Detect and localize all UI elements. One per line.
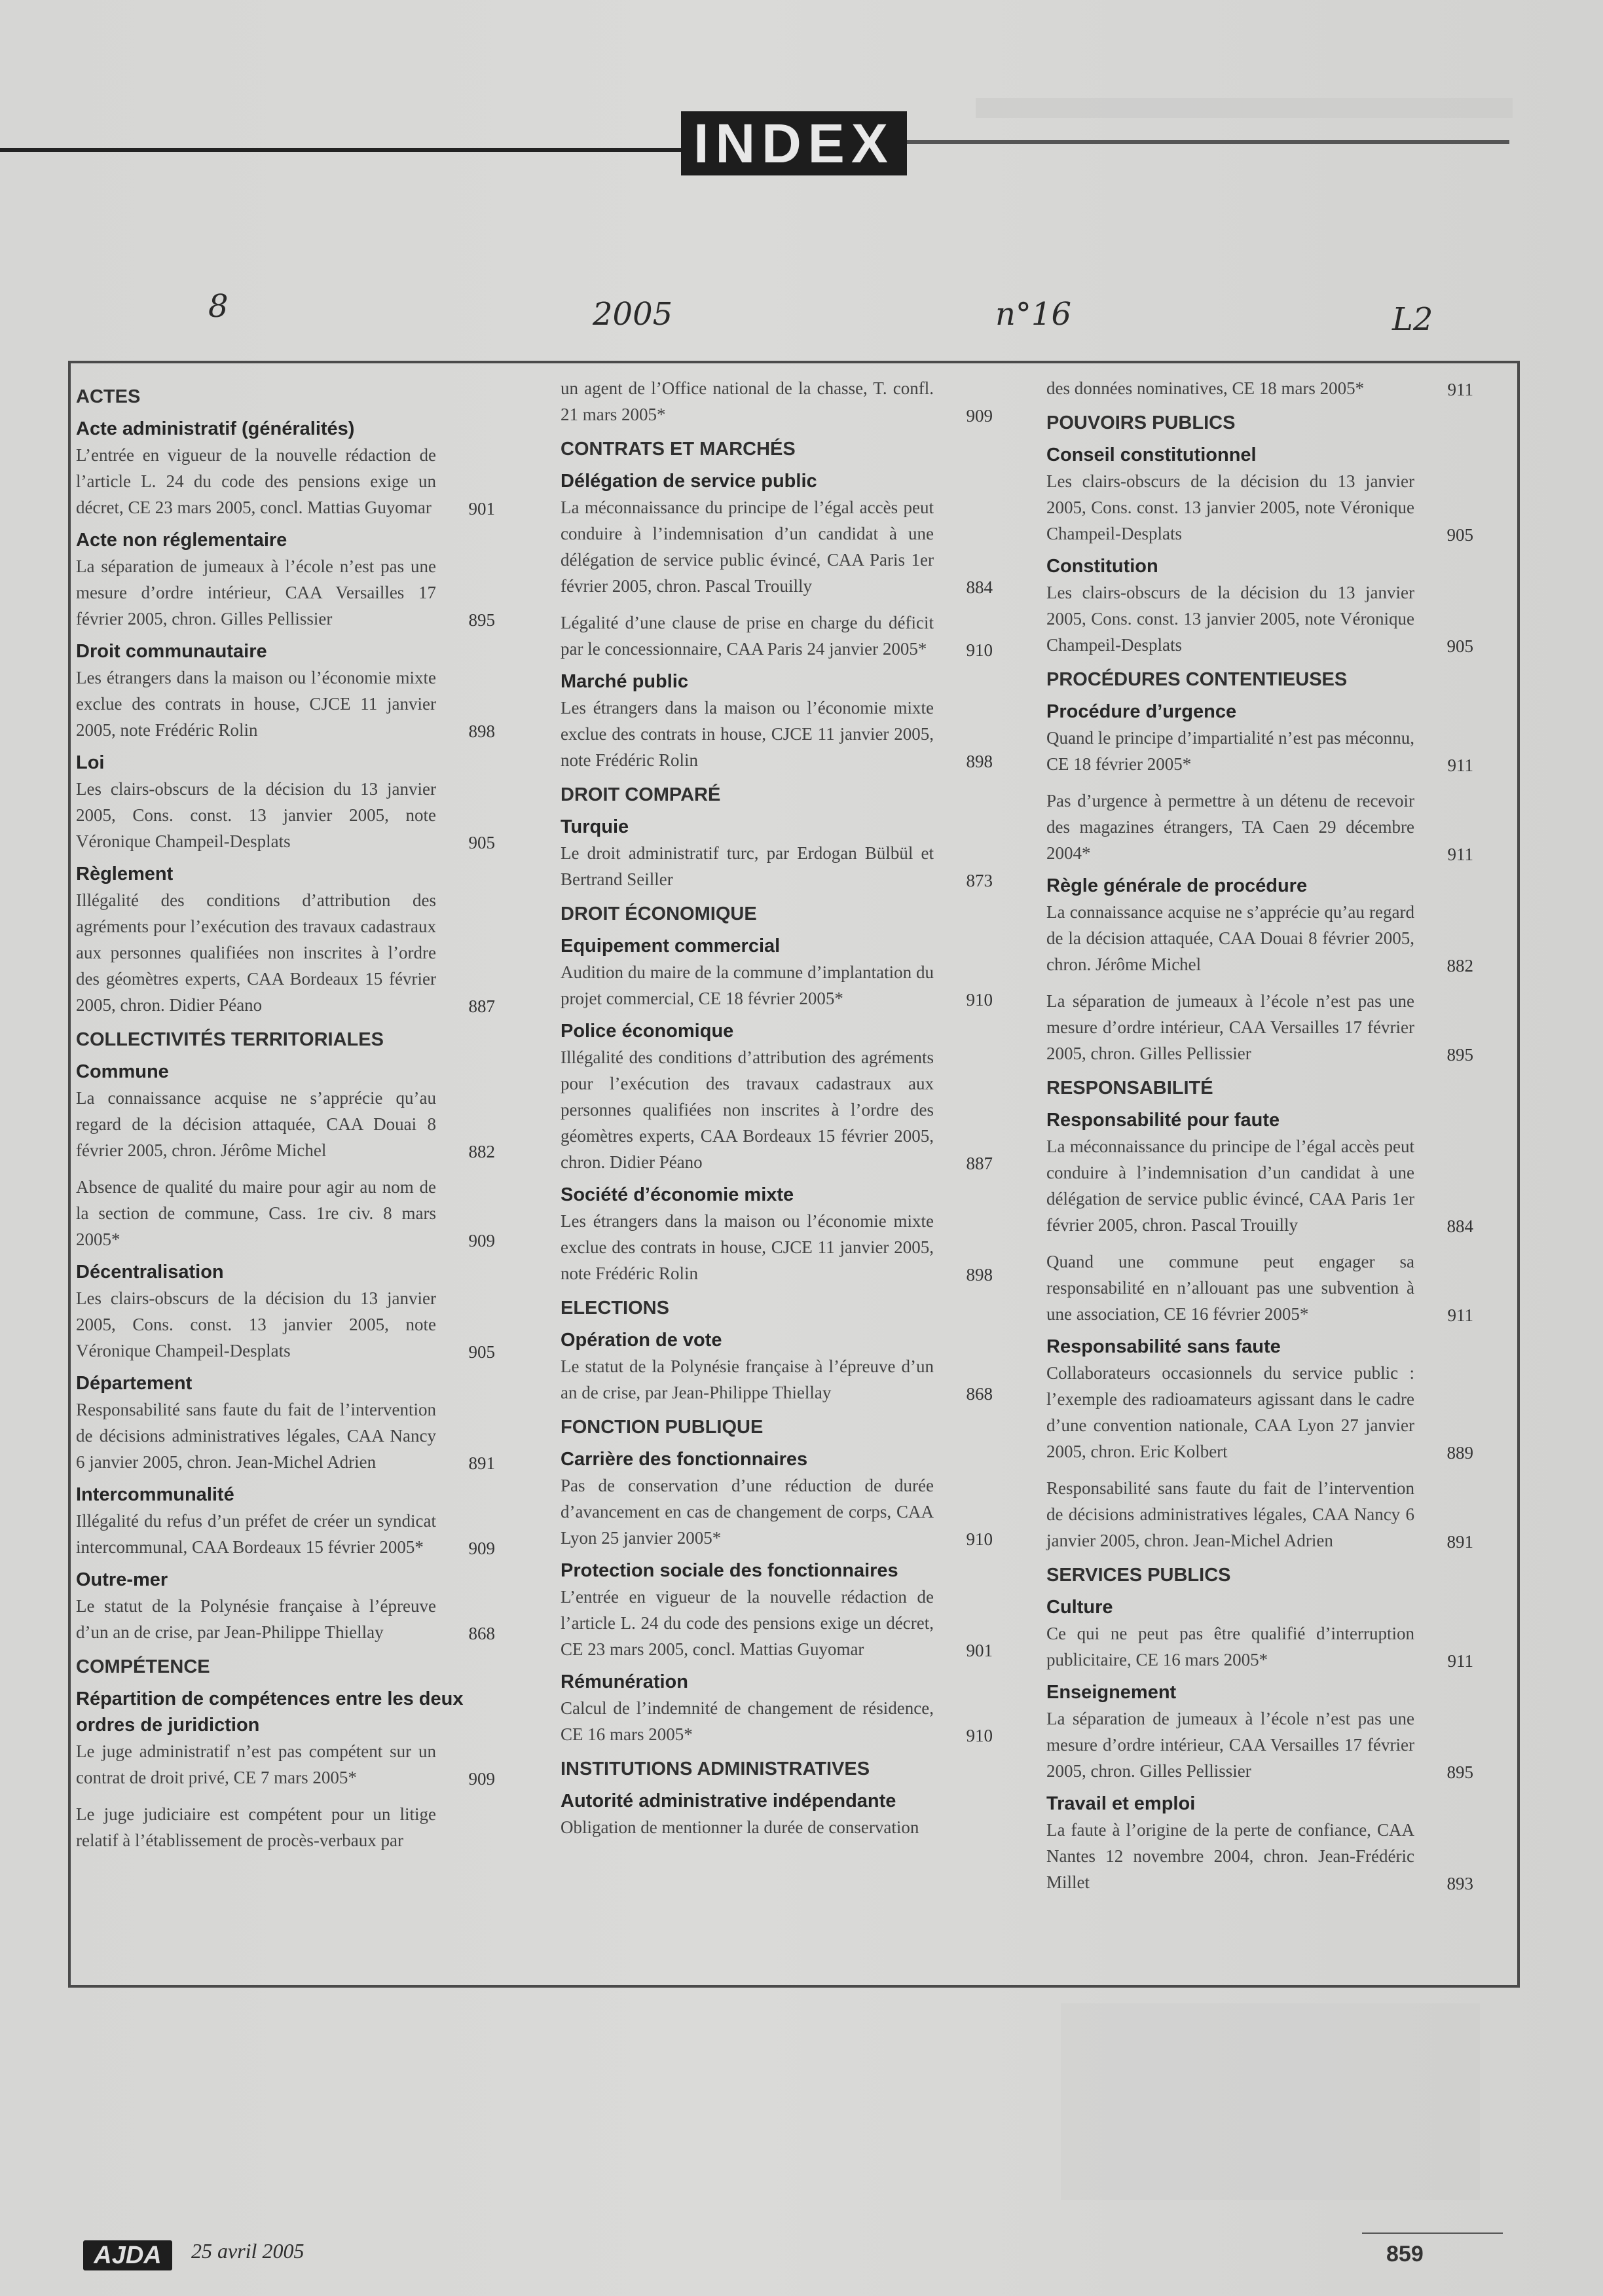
entry-page-number: 898 (966, 1265, 993, 1285)
entry-text: La faute à l’origine de la perte de confiance, CAA Nantes 12 novembre 2004, chron. Jean-Frédéric Millet (1046, 1820, 1414, 1892)
section-heading: INSTITUTIONS ADMINISTRATIVES (561, 1758, 870, 1779)
entry-text: Pas de conservation d’une réduction de durée d’avancement en cas de changement de corps, CAA Lyon 25 janvier 2005* (561, 1476, 934, 1548)
index-entry (1046, 988, 1473, 1066)
index-entry (76, 1508, 495, 1560)
index-entry (76, 665, 495, 743)
entry-text: Les clairs-obscurs de la décision du 13 janvier 2005, Cons. const. 13 janvier 2005, note Véronique Champeil-Desplats (76, 779, 436, 851)
index-entry (561, 1695, 993, 1747)
index-entry (1046, 1133, 1473, 1238)
entry-text: Ce qui ne peut pas être qualifié d’interruption publicitaire, CE 16 mars 2005* (1046, 1624, 1414, 1669)
entry-text: Les étrangers dans la maison ou l’économie mixte exclue des contrats in house, CJCE 11 janvier 2005, note Frédéric Rolin (561, 1211, 934, 1283)
subsection-heading: Conseil constitutionnel (1046, 445, 1257, 465)
entry-text: L’entrée en vigueur de la nouvelle rédaction de l’article L. 24 du code des pensions exige un décret, CE 23 mars 2005, concl. Mattias Guyomar (561, 1587, 934, 1659)
subsection-heading: Commune (76, 1061, 169, 1082)
subsection-heading: Règle générale de procédure (1046, 875, 1308, 896)
index-entry (561, 1584, 993, 1662)
section-heading: PROCÉDURES CONTENTIEUSES (1046, 669, 1348, 690)
entry-text: Calcul de l’indemnité de changement de résidence, CE 16 mars 2005* (561, 1698, 934, 1744)
entry-page-number: 891 (1446, 1532, 1473, 1552)
index-column-3 (1046, 375, 1473, 1895)
subsection-heading: Culture (1046, 1597, 1113, 1618)
entry-page-number: 889 (1446, 1443, 1473, 1463)
entry-page-number: 868 (966, 1384, 993, 1404)
index-entry (561, 1814, 993, 1840)
section-heading: ACTES (76, 386, 141, 407)
entry-page-number: 882 (1446, 956, 1473, 975)
entry-page-number: 893 (1446, 1874, 1473, 1893)
index-entry (76, 887, 495, 1018)
entry-page-number: 909 (468, 1539, 495, 1558)
section-heading: POUVOIRS PUBLICS (1046, 412, 1236, 433)
subsection-heading: Police économique (561, 1021, 734, 1042)
entry-page-number: 911 (1447, 845, 1473, 864)
entry-text: Quand le principe d’impartialité n’est pas méconnu, CE 18 février 2005* (1046, 728, 1414, 774)
index-entry (1046, 788, 1473, 866)
header-rule-left (0, 148, 681, 152)
index-entry (76, 1396, 495, 1475)
entry-text: Le droit administratif turc, par Erdogan Bülbül et Bertrand Seiller (561, 843, 934, 889)
index-column-2 (561, 375, 993, 1840)
index-entry (561, 610, 993, 662)
entry-page-number: 868 (468, 1624, 495, 1643)
subsection-heading: Outre-mer (76, 1569, 168, 1590)
index-entry (76, 1801, 495, 1853)
entry-text: Le statut de la Polynésie française à l’épreuve d’un an de crise, par Jean-Philippe Thiellay (76, 1596, 436, 1642)
section-heading: COMPÉTENCE (76, 1656, 210, 1677)
index-entry (1046, 1620, 1473, 1673)
index-entry (1046, 1705, 1473, 1784)
index-entry (1046, 375, 1473, 401)
index-entry (1046, 1817, 1473, 1895)
subsection-heading: Rémunération (561, 1671, 688, 1692)
handwritten-note-right: L2 (1392, 301, 1433, 338)
index-entry (76, 776, 495, 854)
section-heading: DROIT ÉCONOMIQUE (561, 903, 757, 924)
page-number: 859 (1386, 2242, 1424, 2267)
entry-page-number: 884 (966, 577, 993, 597)
entry-page-number: 911 (1447, 756, 1473, 775)
index-box (68, 361, 1520, 1988)
section-heading: DROIT COMPARÉ (561, 784, 721, 805)
handwritten-note-left: 8 (208, 288, 229, 325)
entry-text: un agent de l’Office national de la chasse, T. confl. 21 mars 2005* (561, 378, 934, 424)
index-entry (76, 442, 495, 520)
entry-text: L’entrée en vigueur de la nouvelle rédaction de l’article L. 24 du code des pensions exige un décret, CE 23 mars 2005, concl. Mattias Guyomar (76, 445, 436, 517)
section-heading: COLLECTIVITÉS TERRITORIALES (76, 1029, 384, 1050)
subsection-heading: Enseignement (1046, 1682, 1177, 1703)
entry-text: La méconnaissance du principe de l’égal accès peut conduire à l’indemnisation d’un candidat à une délégation de service public évincé, CAA Paris 1er février 2005, chron. Pascal Trouilly (561, 498, 934, 596)
subsection-heading: Délégation de service public (561, 471, 817, 492)
section-heading: RESPONSABILITÉ (1046, 1078, 1213, 1099)
entry-text: Le juge judiciaire est compétent pour un litige relatif à l’établissement de procès-verbaux par (76, 1804, 436, 1850)
index-entry (561, 1044, 993, 1175)
entry-page-number: 898 (468, 721, 495, 741)
entry-page-number: 909 (966, 406, 993, 426)
subsection-heading: Responsabilité pour faute (1046, 1110, 1280, 1131)
subsection-heading: Procédure d’urgence (1046, 701, 1237, 722)
show-through-block (1061, 2003, 1480, 2200)
subsection-heading: Autorité administrative indépendante (561, 1791, 896, 1812)
index-entry (1046, 1248, 1473, 1327)
index-entry (1046, 1360, 1473, 1465)
subsection-heading: Acte non réglementaire (76, 530, 287, 551)
entry-page-number: 895 (468, 610, 495, 630)
index-entry (76, 1738, 495, 1791)
entry-text: des données nominatives, CE 18 mars 2005* (1046, 378, 1365, 398)
index-entry (561, 695, 993, 773)
index-entry (76, 1085, 495, 1163)
entry-page-number: 910 (966, 1529, 993, 1549)
entry-page-number: 884 (1446, 1216, 1473, 1236)
index-entry (76, 1285, 495, 1364)
index-entry (76, 1174, 495, 1252)
index-entry (561, 1472, 993, 1551)
entry-page-number: 910 (966, 1726, 993, 1745)
section-heading: CONTRATS ET MARCHÉS (561, 439, 796, 460)
subsection-heading: Droit communautaire (76, 641, 267, 662)
subsection-heading: Règlement (76, 864, 174, 884)
entry-text: Quand une commune peut engager sa responsabilité en n’allouant pas une subvention à une association, CE 16 février 2005* (1046, 1252, 1414, 1324)
entry-text: Responsabilité sans faute du fait de l’intervention de décisions administratives légales, CAA Nancy 6 janvier 2005, chron. Jean-Michel Adrien (1046, 1478, 1414, 1550)
index-entry (561, 1353, 993, 1406)
handwritten-note-year: 2005 (593, 296, 673, 333)
index-entry (1046, 1475, 1473, 1554)
entry-text: Les étrangers dans la maison ou l’économie mixte exclue des contrats in house, CJCE 11 janvier 2005, note Frédéric Rolin (561, 698, 934, 770)
entry-page-number: 905 (1446, 525, 1473, 545)
entry-page-number: 895 (1446, 1762, 1473, 1782)
entry-page-number: 910 (966, 640, 993, 660)
index-entry (561, 1208, 993, 1286)
subsection-heading: Décentralisation (76, 1262, 224, 1283)
entry-text: Illégalité du refus d’un préfet de créer un syndicat intercommunal, CAA Bordeaux 15 février 2005* (76, 1511, 436, 1557)
entry-text: Audition du maire de la commune d’implantation du projet commercial, CE 18 février 2005* (561, 962, 934, 1008)
entry-page-number: 901 (966, 1641, 993, 1660)
entry-text: Illégalité des conditions d’attribution des agréments pour l’exécution des travaux cadastraux aux personnes qualifiées non inscrites à l’ordre des géomètres experts, CAA Bordeaux 15 février 2005, chron. Didier Péano (76, 890, 436, 1015)
entry-page-number: 911 (1447, 380, 1473, 399)
entry-page-number: 905 (468, 1342, 495, 1362)
handwritten-note-number: n°16 (995, 296, 1071, 333)
entry-text: Le statut de la Polynésie française à l’épreuve d’un an de crise, par Jean-Philippe Thiellay (561, 1357, 934, 1402)
entry-page-number: 895 (1446, 1045, 1473, 1065)
subsection-heading: Acte administratif (généralités) (76, 418, 355, 439)
subsection-heading: Constitution (1046, 556, 1158, 577)
subsection-heading: Loi (76, 752, 105, 773)
index-entry (561, 840, 993, 892)
entry-text: Le juge administratif n’est pas compétent sur un contrat de droit privé, CE 7 mars 2005* (76, 1741, 436, 1787)
entry-text: Responsabilité sans faute du fait de l’intervention de décisions administratives légales, CAA Nancy 6 janvier 2005, chron. Jean-Michel Adrien (76, 1400, 436, 1472)
subsection-heading: Intercommunalité (76, 1484, 234, 1505)
entry-page-number: 911 (1447, 1651, 1473, 1671)
index-entry (561, 494, 993, 599)
entry-text: Légalité d’une clause de prise en charge du déficit par le concessionnaire, CAA Paris 24 janvier 2005* (561, 613, 934, 659)
index-title: INDEX (681, 111, 907, 175)
index-entry (76, 553, 495, 632)
journal-logo: AJDA (83, 2240, 172, 2270)
section-heading: FONCTION PUBLIQUE (561, 1417, 764, 1438)
subsection-heading: Equipement commercial (561, 936, 781, 957)
section-heading: ELECTIONS (561, 1298, 669, 1319)
entry-page-number: 901 (468, 499, 495, 519)
entry-page-number: 909 (468, 1769, 495, 1789)
index-entry (561, 375, 993, 428)
subsection-heading: Département (76, 1373, 193, 1394)
entry-text: La connaissance acquise ne s’apprécie qu’au regard de la décision attaquée, CAA Douai 8 février 2005, chron. Jérôme Michel (1046, 902, 1414, 974)
index-entry (561, 959, 993, 1011)
entry-page-number: 882 (468, 1142, 495, 1161)
entry-text: La connaissance acquise ne s’apprécie qu’au regard de la décision attaquée, CAA Douai 8 février 2005, chron. Jérôme Michel (76, 1088, 436, 1160)
subsection-heading: Opération de vote (561, 1330, 722, 1351)
entry-text: La séparation de jumeaux à l’école n’est pas une mesure d’ordre intérieur, CAA Versailles 17 février 2005, chron. Gilles Pellissier (76, 556, 436, 629)
entry-text: Les clairs-obscurs de la décision du 13 janvier 2005, Cons. const. 13 janvier 2005, note Véronique Champeil-Desplats (76, 1288, 436, 1360)
entry-page-number: 910 (966, 990, 993, 1010)
issue-date: 25 avril 2005 (191, 2239, 304, 2263)
entry-page-number: 911 (1447, 1305, 1473, 1325)
index-column-1 (76, 375, 495, 1853)
show-through-block (976, 98, 1513, 118)
subsection-heading: Marché public (561, 671, 688, 692)
entry-page-number: 898 (966, 752, 993, 771)
entry-page-number: 887 (966, 1154, 993, 1173)
entry-text: Les clairs-obscurs de la décision du 13 janvier 2005, Cons. const. 13 janvier 2005, note Véronique Champeil-Desplats (1046, 471, 1414, 543)
entry-text: Illégalité des conditions d’attribution des agréments pour l’exécution des travaux cadastraux aux personnes qualifiées non inscrites à l’ordre des géomètres experts, CAA Bordeaux 15 février 2005, chron. Didier Péano (561, 1048, 934, 1172)
index-entry (1046, 579, 1473, 658)
entry-page-number: 891 (468, 1453, 495, 1473)
entry-page-number: 905 (1446, 636, 1473, 656)
entry-page-number: 909 (468, 1231, 495, 1250)
subsection-heading: Responsabilité sans faute (1046, 1336, 1281, 1357)
entry-page-number: 887 (468, 996, 495, 1016)
entry-page-number: 873 (966, 871, 993, 890)
index-entry (1046, 899, 1473, 977)
entry-page-number: 905 (468, 833, 495, 852)
index-entry (1046, 725, 1473, 777)
entry-text: Les clairs-obscurs de la décision du 13 janvier 2005, Cons. const. 13 janvier 2005, note Véronique Champeil-Desplats (1046, 583, 1414, 655)
entry-text: Obligation de mentionner la durée de conservation (561, 1817, 919, 1837)
subsection-heading: Société d’économie mixte (561, 1184, 794, 1205)
subsection-heading: Protection sociale des fonctionnaires (561, 1560, 898, 1581)
index-entry (1046, 468, 1473, 547)
entry-text: La méconnaissance du principe de l’égal accès peut conduire à l’indemnisation d’un candidat à une délégation de service public évincé, CAA Paris 1er février 2005, chron. Pascal Trouilly (1046, 1137, 1414, 1235)
subsection-heading: Travail et emploi (1046, 1793, 1196, 1814)
section-heading: SERVICES PUBLICS (1046, 1565, 1231, 1586)
entry-text: Absence de qualité du maire pour agir au nom de la section de commune, Cass. 1re civ. 8 mars 2005* (76, 1177, 436, 1249)
footer-rule (1362, 2232, 1503, 2234)
entry-text: Collaborateurs occasionnels du service public : l’exemple des radioamateurs agissant dans le cadre d’une convention nationale, CAA Lyon 27 janvier 2005, chron. Eric Kolbert (1046, 1363, 1414, 1461)
entry-text: Pas d’urgence à permettre à un détenu de recevoir des magazines étrangers, TA Caen 29 décembre 2004* (1046, 791, 1414, 863)
subsection-heading: Carrière des fonctionnaires (561, 1449, 808, 1470)
entry-text: Les étrangers dans la maison ou l’économie mixte exclue des contrats in house, CJCE 11 janvier 2005, note Frédéric Rolin (76, 668, 436, 740)
index-entry (76, 1593, 495, 1645)
entry-text: La séparation de jumeaux à l’école n’est pas une mesure d’ordre intérieur, CAA Versailles 17 février 2005, chron. Gilles Pellissier (1046, 1709, 1414, 1781)
subsection-heading: Répartition de compétences entre les deux ordres de juridiction (76, 1688, 464, 1736)
subsection-heading: Turquie (561, 816, 629, 837)
header-rule-right (907, 140, 1509, 144)
entry-text: La séparation de jumeaux à l’école n’est pas une mesure d’ordre intérieur, CAA Versailles 17 février 2005, chron. Gilles Pellissier (1046, 991, 1414, 1063)
